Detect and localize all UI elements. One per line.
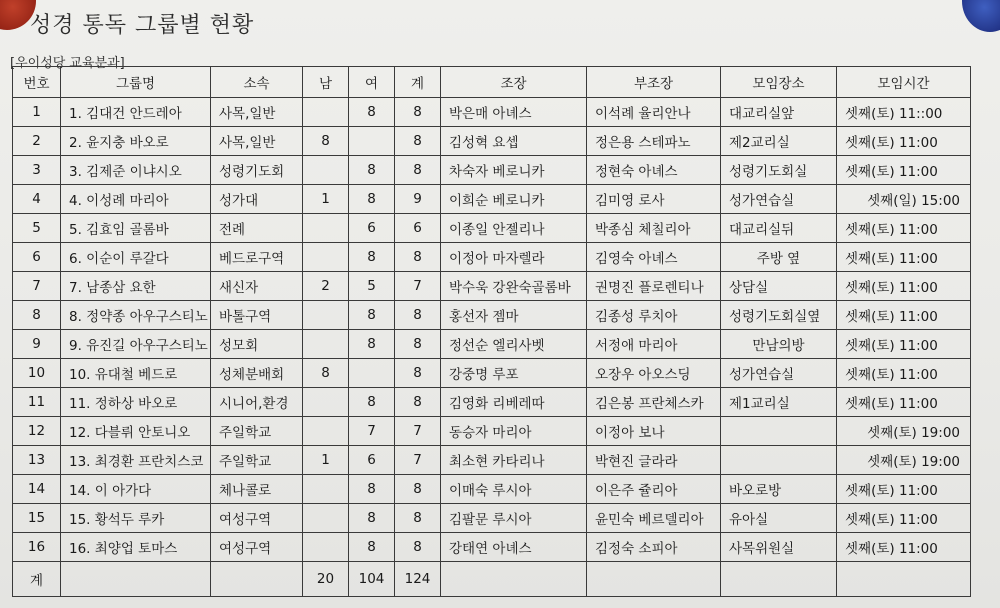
blue-magnet-icon	[962, 0, 1000, 32]
table-row	[13, 359, 971, 388]
cell-number: 16	[13, 533, 61, 562]
cell-female: 8	[349, 388, 395, 417]
cell-number: 8	[13, 301, 61, 330]
cell-male: 1	[303, 446, 349, 475]
cell-place: 만남의방	[721, 330, 837, 359]
cell-time: 셋째(토) 11:00	[837, 533, 971, 562]
cell-total: 8	[395, 301, 441, 330]
cell-number: 11	[13, 388, 61, 417]
cell-total: 8	[395, 359, 441, 388]
cell-leader: 이종일 안젤리나	[441, 214, 587, 243]
cell-leader: 강중명 루포	[441, 359, 587, 388]
cell-affiliation: 전례	[211, 214, 303, 243]
cell-leader: 이희순 베로니카	[441, 185, 587, 214]
cell-number: 5	[13, 214, 61, 243]
cell-number: 9	[13, 330, 61, 359]
cell-subleader: 이석례 율리안나	[587, 98, 721, 127]
cell-female	[349, 359, 395, 388]
cell-group: 13. 최경환 프란치스코	[61, 446, 211, 475]
cell-total: 8	[395, 388, 441, 417]
cell-number: 13	[13, 446, 61, 475]
cell-group: 15. 황석두 루카	[61, 504, 211, 533]
total-empty-cell	[837, 562, 971, 597]
table-row	[13, 388, 971, 417]
cell-time: 셋째(토) 11::00	[837, 98, 971, 127]
table-row	[13, 533, 971, 562]
cell-affiliation: 성가대	[211, 185, 303, 214]
table-row	[13, 156, 971, 185]
cell-group: 12. 다블뤼 안토니오	[61, 417, 211, 446]
table-row	[13, 417, 971, 446]
cell-subleader: 김미영 로사	[587, 185, 721, 214]
cell-subleader: 정은용 스테파노	[587, 127, 721, 156]
col-header-female: 여	[349, 67, 395, 98]
cell-place: 성가연습실	[721, 185, 837, 214]
col-header-time: 모임시간	[837, 67, 971, 98]
cell-time: 셋째(토) 11:00	[837, 243, 971, 272]
cell-female: 8	[349, 156, 395, 185]
cell-group: 14. 이 아가다	[61, 475, 211, 504]
cell-leader: 홍선자 젬마	[441, 301, 587, 330]
cell-time: 셋째(일) 15:00	[837, 185, 971, 214]
cell-affiliation: 주일학교	[211, 417, 303, 446]
cell-subleader: 정현숙 아녜스	[587, 156, 721, 185]
cell-affiliation: 성체분배회	[211, 359, 303, 388]
table-row	[13, 127, 971, 156]
col-header-leader: 조장	[441, 67, 587, 98]
cell-total: 9	[395, 185, 441, 214]
cell-male: 8	[303, 359, 349, 388]
cell-leader: 강태연 아녜스	[441, 533, 587, 562]
cell-male	[303, 533, 349, 562]
cell-leader: 김성혁 요셉	[441, 127, 587, 156]
cell-total: 8	[395, 504, 441, 533]
total-empty-cell	[721, 562, 837, 597]
cell-male	[303, 98, 349, 127]
cell-subleader: 김종성 루치아	[587, 301, 721, 330]
cell-affiliation: 체나콜로	[211, 475, 303, 504]
cell-leader: 차숙자 베로니카	[441, 156, 587, 185]
cell-total: 8	[395, 533, 441, 562]
cell-time: 셋째(토) 11:00	[837, 127, 971, 156]
cell-place: 성령기도회실	[721, 156, 837, 185]
cell-time: 셋째(토) 11:00	[837, 301, 971, 330]
cell-female: 8	[349, 98, 395, 127]
cell-affiliation: 사목,일반	[211, 98, 303, 127]
cell-total: 8	[395, 330, 441, 359]
cell-total: 7	[395, 417, 441, 446]
cell-male: 2	[303, 272, 349, 301]
cell-place: 사목위원실	[721, 533, 837, 562]
cell-place: 제2교리실	[721, 127, 837, 156]
cell-female: 7	[349, 417, 395, 446]
cell-time: 셋째(토) 11:00	[837, 475, 971, 504]
cell-subleader: 김영숙 아녜스	[587, 243, 721, 272]
cell-affiliation: 사목,일반	[211, 127, 303, 156]
cell-subleader: 김정숙 소피아	[587, 533, 721, 562]
table-row	[13, 214, 971, 243]
cell-affiliation: 주일학교	[211, 446, 303, 475]
cell-female: 8	[349, 185, 395, 214]
header-row	[13, 67, 971, 98]
col-header-total: 계	[395, 67, 441, 98]
cell-subleader: 서정애 마리아	[587, 330, 721, 359]
cell-number: 14	[13, 475, 61, 504]
total-label: 계	[13, 562, 61, 597]
cell-male	[303, 243, 349, 272]
total-empty-cell	[441, 562, 587, 597]
cell-time: 셋째(토) 11:00	[837, 388, 971, 417]
cell-female: 8	[349, 330, 395, 359]
cell-affiliation: 새신자	[211, 272, 303, 301]
cell-leader: 김영화 리베레따	[441, 388, 587, 417]
cell-affiliation: 바톨구역	[211, 301, 303, 330]
cell-place: 유아실	[721, 504, 837, 533]
cell-time: 셋째(토) 11:00	[837, 272, 971, 301]
total-empty-cell	[211, 562, 303, 597]
cell-male	[303, 214, 349, 243]
cell-leader: 정선순 엘리사벳	[441, 330, 587, 359]
cell-number: 10	[13, 359, 61, 388]
cell-subleader: 박현진 글라라	[587, 446, 721, 475]
cell-place: 대교리실뒤	[721, 214, 837, 243]
cell-group: 2. 윤지충 바오로	[61, 127, 211, 156]
cell-number: 6	[13, 243, 61, 272]
cell-place: 제1교리실	[721, 388, 837, 417]
col-header-group: 그룹명	[61, 67, 211, 98]
col-header-subleader: 부조장	[587, 67, 721, 98]
cell-place	[721, 446, 837, 475]
cell-subleader: 박종심 체칠리아	[587, 214, 721, 243]
cell-place: 주방 옆	[721, 243, 837, 272]
cell-subleader: 윤민숙 베르델리아	[587, 504, 721, 533]
cell-group: 16. 최양업 토마스	[61, 533, 211, 562]
col-header-male: 남	[303, 67, 349, 98]
cell-female: 8	[349, 475, 395, 504]
table-row	[13, 475, 971, 504]
cell-number: 15	[13, 504, 61, 533]
cell-place: 상담실	[721, 272, 837, 301]
cell-place: 바오로방	[721, 475, 837, 504]
cell-number: 12	[13, 417, 61, 446]
page-title: 성경 통독 그룹별 현황	[30, 13, 255, 38]
col-header-number: 번호	[13, 67, 61, 98]
cell-total: 6	[395, 214, 441, 243]
cell-group: 10. 유대철 베드로	[61, 359, 211, 388]
cell-male	[303, 504, 349, 533]
table-row	[13, 98, 971, 127]
table-row	[13, 330, 971, 359]
cell-total: 7	[395, 272, 441, 301]
cell-female: 5	[349, 272, 395, 301]
cell-number: 3	[13, 156, 61, 185]
cell-number: 2	[13, 127, 61, 156]
cell-group: 5. 김효임 골롬바	[61, 214, 211, 243]
total-male: 20	[303, 562, 349, 597]
table-row	[13, 185, 971, 214]
cell-total: 8	[395, 156, 441, 185]
cell-group: 4. 이성례 마리아	[61, 185, 211, 214]
cell-female: 8	[349, 243, 395, 272]
cell-leader: 박수욱 강완숙골롬바	[441, 272, 587, 301]
cell-female: 8	[349, 504, 395, 533]
cell-leader: 이정아 마자렐라	[441, 243, 587, 272]
cell-total: 8	[395, 98, 441, 127]
cell-male	[303, 388, 349, 417]
total-empty-cell	[61, 562, 211, 597]
cell-total: 7	[395, 446, 441, 475]
cell-place: 성가연습실	[721, 359, 837, 388]
cell-time: 셋째(토) 11:00	[837, 359, 971, 388]
cell-number: 4	[13, 185, 61, 214]
cell-leader: 이매숙 루시아	[441, 475, 587, 504]
cell-female: 6	[349, 214, 395, 243]
cell-group: 1. 김대건 안드레아	[61, 98, 211, 127]
cell-group: 8. 정약종 아우구스티노	[61, 301, 211, 330]
total-empty-cell	[587, 562, 721, 597]
cell-female	[349, 127, 395, 156]
cell-time: 셋째(토) 19:00	[837, 446, 971, 475]
col-header-affiliation: 소속	[211, 67, 303, 98]
cell-total: 8	[395, 127, 441, 156]
cell-affiliation: 베드로구역	[211, 243, 303, 272]
page-subtitle: [우이성당 교육분과]	[10, 56, 125, 71]
cell-affiliation: 여성구역	[211, 533, 303, 562]
cell-affiliation: 성령기도회	[211, 156, 303, 185]
group-roster-table	[12, 66, 971, 597]
cell-place	[721, 417, 837, 446]
cell-group: 3. 김제준 이냐시오	[61, 156, 211, 185]
cell-male	[303, 330, 349, 359]
cell-number: 1	[13, 98, 61, 127]
table-row	[13, 243, 971, 272]
cell-male	[303, 475, 349, 504]
cell-female: 8	[349, 533, 395, 562]
cell-female: 6	[349, 446, 395, 475]
total-row	[13, 562, 971, 597]
table-row	[13, 301, 971, 330]
cell-total: 8	[395, 475, 441, 504]
cell-leader: 동승자 마리아	[441, 417, 587, 446]
cell-leader: 박은매 아녜스	[441, 98, 587, 127]
total-female: 104	[349, 562, 395, 597]
table-row	[13, 504, 971, 533]
cell-affiliation: 여성구역	[211, 504, 303, 533]
cell-subleader: 이정아 보나	[587, 417, 721, 446]
cell-group: 11. 정하상 바오로	[61, 388, 211, 417]
cell-place: 대교리실앞	[721, 98, 837, 127]
cell-subleader: 권명진 플로렌티나	[587, 272, 721, 301]
cell-group: 7. 남종삼 요한	[61, 272, 211, 301]
cell-male	[303, 156, 349, 185]
cell-affiliation: 시니어,환경	[211, 388, 303, 417]
cell-time: 셋째(토) 19:00	[837, 417, 971, 446]
cell-male	[303, 301, 349, 330]
cell-male	[303, 417, 349, 446]
table-row	[13, 446, 971, 475]
cell-leader: 최소현 카타리나	[441, 446, 587, 475]
cell-group: 9. 유진길 아우구스티노	[61, 330, 211, 359]
total-sum: 124	[395, 562, 441, 597]
col-header-place: 모임장소	[721, 67, 837, 98]
table-row	[13, 272, 971, 301]
cell-female: 8	[349, 301, 395, 330]
cell-place: 성령기도회실옆	[721, 301, 837, 330]
cell-affiliation: 성모회	[211, 330, 303, 359]
cell-subleader: 김은봉 프란체스카	[587, 388, 721, 417]
cell-subleader: 이은주 쥴리아	[587, 475, 721, 504]
cell-subleader: 오장우 아오스딩	[587, 359, 721, 388]
cell-time: 셋째(토) 11:00	[837, 156, 971, 185]
cell-time: 셋째(토) 11:00	[837, 214, 971, 243]
cell-total: 8	[395, 243, 441, 272]
cell-group: 6. 이순이 루갈다	[61, 243, 211, 272]
cell-number: 7	[13, 272, 61, 301]
cell-male: 8	[303, 127, 349, 156]
cell-leader: 김팔문 루시아	[441, 504, 587, 533]
cell-time: 셋째(토) 11:00	[837, 504, 971, 533]
cell-male: 1	[303, 185, 349, 214]
cell-time: 셋째(토) 11:00	[837, 330, 971, 359]
